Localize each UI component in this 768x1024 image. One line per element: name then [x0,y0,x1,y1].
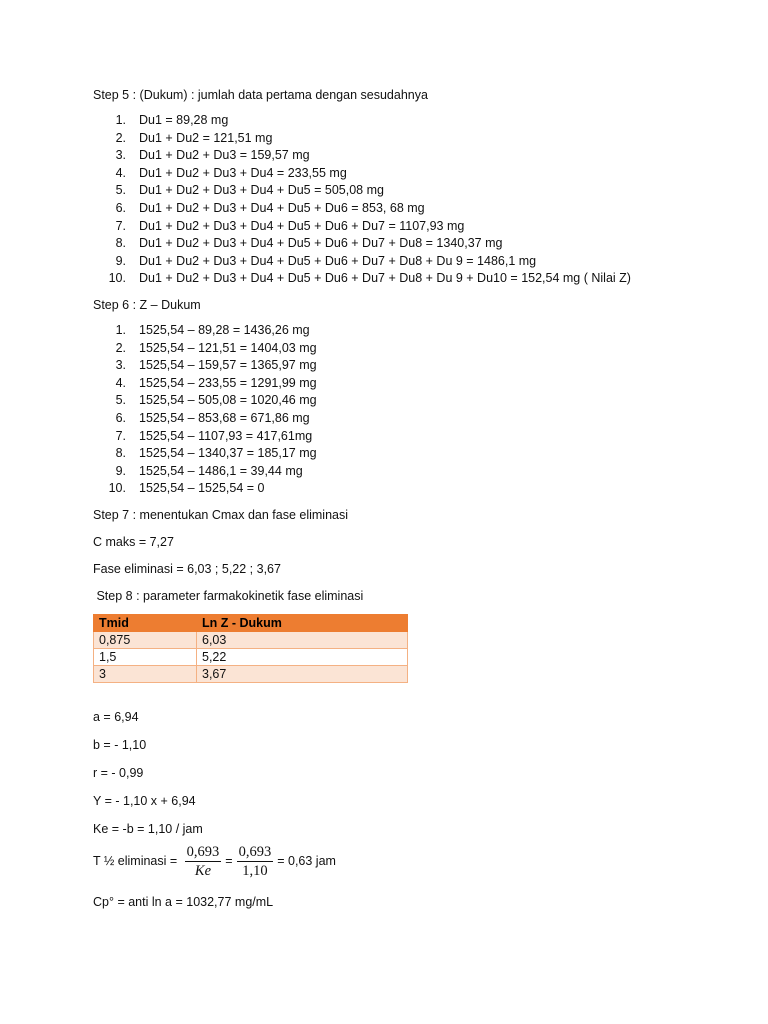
table-header-tmid: Tmid [94,614,197,631]
list-item-number: 7. [115,218,126,233]
list-item [93,147,713,165]
table-row [94,631,408,648]
list-item-text: Du1 + Du2 = 121,51 mg [139,130,273,145]
list-item-number: 1. [115,322,126,337]
half-life-label: T ½ eliminasi = [93,854,181,869]
list-item-number: 1. [115,113,126,127]
step5-list [93,112,713,288]
list-item [93,480,713,498]
list-item-text: 1525,54 – 233,55 = 1291,99 mg [139,375,317,390]
list-item-text: Du1 + Du2 + Du3 + Du4 = 233,55 mg [139,165,347,180]
list-item [93,235,713,253]
list-item [93,218,713,236]
table-cell: 3,67 [197,665,408,682]
list-item [93,463,713,481]
result-a: a = 6,94 [93,709,139,724]
list-item [93,410,713,428]
list-item [93,445,713,463]
list-item-number: 2. [115,340,126,355]
list-item-text: 1525,54 – 1340,37 = 185,17 mg [139,446,317,461]
list-item-number: 3. [115,358,126,373]
list-item-number: 4. [115,375,126,390]
list-item-text: Du1 + Du2 + Du3 + Du4 + Du5 + Du6 + Du7 + Du8 = 1340,37 mg [139,236,503,251]
table-cell: 0,875 [94,631,197,648]
list-item-text: 1525,54 – 1107,93 = 417,61mg [139,428,313,443]
step6-heading: Step 6 : Z – Dukum [93,297,201,312]
result-r: r = - 0,99 [93,765,144,780]
table-cell: 6,03 [197,631,408,648]
list-item [93,428,713,446]
step8-heading: Step 8 : parameter farmakokinetik fase eliminasi [93,588,364,603]
list-item-text: 1525,54 – 1525,54 = 0 [139,481,265,496]
list-item [93,130,713,148]
fraction-numerator: 0,693 [186,843,220,860]
result-cp-zero: Cp° = anti ln a = 1032,77 mg/mL [93,894,274,909]
fraction-denominator: Ke [194,862,212,879]
list-item-text: 1525,54 – 1486,1 = 39,44 mg [139,463,303,478]
fraction-symbolic [185,844,222,879]
list-item [93,392,713,410]
list-item-text: 1525,54 – 159,57 = 1365,97 mg [139,358,317,373]
list-item-number: 9. [115,463,126,478]
result-regression-equation: Y = - 1,10 x + 6,94 [93,793,196,808]
result-b: b = - 1,10 [93,737,147,752]
equals-sign: = [225,854,233,869]
half-life-result: = 0,63 jam [277,854,336,869]
list-item [93,375,713,393]
list-item-text: Du1 + Du2 + Du3 = 159,57 mg [139,148,310,163]
list-item-text: Du1 + Du2 + Du3 + Du4 + Du5 + Du6 + Du7 = 1107,93 mg [139,218,465,233]
document-page [93,86,713,911]
elimination-table [93,614,408,683]
result-ke: Ke = -b = 1,10 / jam [93,821,203,836]
list-item-number: 6. [115,410,126,425]
list-item-number: 7. [115,428,126,443]
list-item [93,340,713,358]
list-item-text: Du1 + Du2 + Du3 + Du4 + Du5 = 505,08 mg [139,183,384,198]
list-item-text: Du1 = 89,28 mg [139,113,229,127]
list-item-text: Du1 + Du2 + Du3 + Du4 + Du5 + Du6 + Du7 + Du8 + Du 9 + Du10 = 152,54 mg ( Nilai Z) [139,271,631,286]
list-item-number: 8. [115,446,126,461]
list-item-text: Du1 + Du2 + Du3 + Du4 + Du5 + Du6 = 853, 68 mg [139,200,425,215]
table-cell: 3 [94,665,197,682]
list-item-text: 1525,54 – 121,51 = 1404,03 mg [139,340,317,355]
list-item-number: 2. [115,130,126,145]
list-item [93,270,713,288]
table-row [94,648,408,665]
list-item [93,182,713,200]
table-cell: 5,22 [197,648,408,665]
table-header-lnz: Ln Z - Dukum [197,614,408,631]
list-item-text: 1525,54 – 853,68 = 671,86 mg [139,410,310,425]
list-item-number: 8. [115,236,126,251]
list-item [93,322,713,340]
table-row [94,665,408,682]
list-item [93,112,713,130]
fraction-denominator: 1,10 [242,862,268,879]
list-item-number: 6. [115,200,126,215]
list-item-number: 9. [115,253,126,268]
fraction-numerator: 0,693 [238,843,272,860]
fase-eliminasi-value: Fase eliminasi = 6,03 ; 5,22 ; 3,67 [93,561,281,576]
step6-list [93,322,713,498]
list-item-number: 4. [115,165,126,180]
list-item-number: 10. [108,481,126,496]
cmaks-value: C maks = 7,27 [93,534,174,549]
list-item-number: 3. [115,148,126,163]
list-item [93,165,713,183]
list-item-text: 1525,54 – 505,08 = 1020,46 mg [139,393,317,408]
list-item-number: 10. [108,271,126,286]
list-item-number: 5. [115,183,126,198]
table-header-row [94,614,408,631]
list-item-text: 1525,54 – 89,28 = 1436,26 mg [139,322,310,337]
table-cell: 1,5 [94,648,197,665]
half-life-equation [93,844,713,879]
fraction-numeric [237,844,274,879]
list-item-text: Du1 + Du2 + Du3 + Du4 + Du5 + Du6 + Du7 + Du8 + Du 9 = 1486,1 mg [139,253,537,268]
list-item-number: 5. [115,393,126,408]
list-item [93,357,713,375]
list-item [93,200,713,218]
step5-heading: Step 5 : (Dukum) : jumlah data pertama dengan sesudahnya [93,88,428,102]
step7-heading: Step 7 : menentukan Cmax dan fase eliminasi [93,507,348,522]
list-item [93,253,713,271]
